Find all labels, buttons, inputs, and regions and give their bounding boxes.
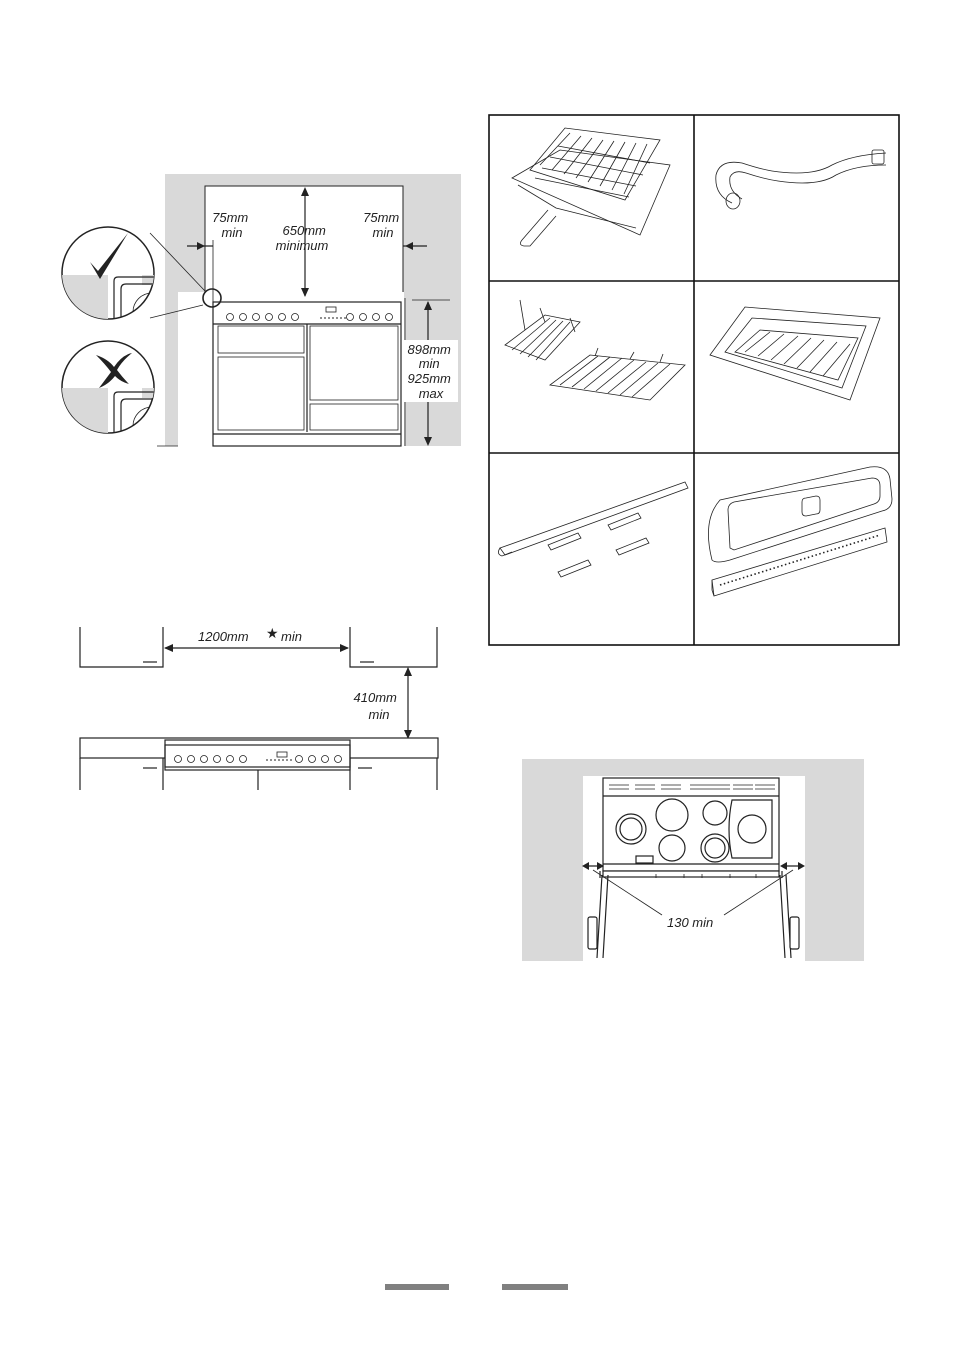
cooker-top-view [600, 778, 782, 878]
footer-bar-right [502, 1284, 568, 1290]
height-label: 898mm min 925mm max [407, 342, 451, 401]
hood-height-label: 410mm min [353, 690, 397, 722]
top-gap-label: 650mm minimum [275, 223, 329, 253]
footer-bar-left [385, 1284, 449, 1290]
accessories-grid [489, 115, 899, 645]
right-gap-label: 75mm min [363, 210, 400, 240]
clearance-diagram [150, 174, 461, 454]
wrong-detail [60, 341, 171, 445]
star-icon: ★ [266, 625, 279, 641]
left-gap-label: 75mm min [212, 210, 249, 240]
correct-detail [60, 227, 171, 331]
hood-width-label: 1200mm [198, 629, 249, 644]
leg-clearance-label: 130 min [667, 915, 714, 930]
leg-clearance-diagram [522, 759, 864, 961]
hood-diagram [80, 625, 438, 790]
worktop-and-cooker [80, 738, 438, 790]
hood-width-suffix: min [281, 629, 302, 644]
